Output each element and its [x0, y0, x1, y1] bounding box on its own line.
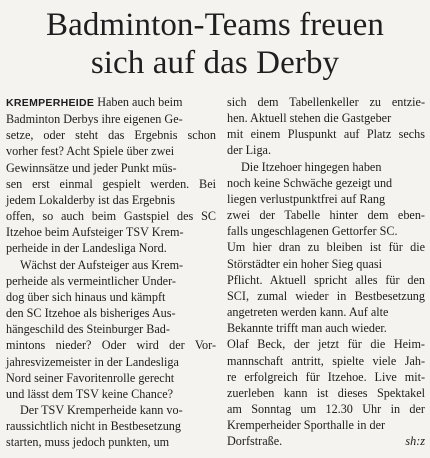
text-line: Bekannte trifft man auch wieder. — [227, 321, 387, 336]
text-line: perheide in der Landesliga Nord. — [6, 241, 167, 256]
text-line: Der TSV Kremperheide kann vo- — [20, 402, 183, 417]
text-line: Störstädter ein hoher Sieg quasi — [227, 256, 383, 271]
text-line: falls ungeschlagenen Gettorfer SC. — [227, 224, 398, 239]
text-line: Kremperheider Sporthalle in der — [227, 418, 386, 433]
text-line: setze, oder steht das Ergebnis schon — [6, 128, 216, 143]
text-line: den SC Itzehoe als bisheriges Aus- — [6, 306, 176, 321]
text-line: liegen verlustpunktfrei auf Rang — [227, 191, 386, 206]
text-line: re erfolgreich für Itzehoe. Live mit- — [227, 369, 426, 384]
text-line: starten, muss jedoch punkten, um — [6, 435, 170, 450]
text-line: hängeschild des Steinburger Bad- — [6, 322, 170, 337]
text-line: angetreten werden kann. Auf alte — [227, 305, 389, 320]
text-line: mannschaft antritt, spielte viele Jah- — [227, 353, 426, 368]
text-line: zuerleben kann ist dieses Spektakel — [227, 385, 426, 400]
text-line: sen erst einmal gespielt werden. Bei — [6, 176, 216, 191]
text-line: zwei der Tabelle hinter dem eben- — [227, 208, 425, 223]
text-line: Badminton Derbys ihre eigenen Ge- — [6, 112, 183, 127]
text-line-last — [227, 433, 425, 449]
headline-line-1: Badminton-Teams freuen — [45, 7, 385, 43]
text-line: am Sonntag um 12.30 Uhr in der — [227, 401, 425, 416]
paragraph-3 — [6, 402, 216, 450]
paragraph-3-continued — [227, 94, 425, 159]
article-column-left — [6, 94, 216, 450]
text-line: und lässt dem TSV keine Chance? — [6, 386, 174, 401]
text-line-content: Dorfstraße. — [227, 434, 283, 449]
text-line: Die Itzehoer hingegen haben — [241, 159, 382, 174]
text-line: perheide als vermeintlicher Under- — [6, 273, 176, 288]
text-line: dog über sich hinaus und kämpft — [6, 289, 166, 304]
text-line: raussichtlich nicht in Bestbesetzung — [6, 419, 181, 434]
text-line: Pflicht. Aktuell spricht alles für den — [227, 272, 425, 287]
text-line: mit einem Pluspunkt auf Platz sechs — [227, 127, 426, 142]
text-line: der Liga. — [227, 143, 271, 158]
headline — [0, 6, 430, 82]
paragraph-4 — [227, 159, 425, 450]
text-line: noch keine Schwäche gezeigt und — [227, 175, 393, 190]
paragraph-2 — [6, 257, 216, 402]
headline-line-2: sich auf das Derby — [90, 45, 340, 81]
text-line: Olaf Beck, der jetzt für die Heim- — [227, 337, 425, 352]
text-line: vorher fest? Acht Spiele über zwei — [6, 144, 175, 159]
dateline-kicker: KREMPERHEIDE — [6, 97, 95, 109]
text-line: sich dem Tabellenkeller zu entzie- — [227, 95, 426, 109]
article-column-right — [227, 94, 425, 449]
text-line: Gewinnsätze und jeder Punkt müs- — [6, 160, 177, 175]
text-line: Wächst der Aufsteiger aus Krem- — [20, 257, 184, 272]
text-line: Nord seiner Favoritenrolle gerecht — [6, 370, 175, 385]
paragraph-1 — [6, 94, 216, 257]
author-signature: sh:z — [405, 434, 425, 449]
text-line: offen, so auch beim Gastspiel des SC — [6, 209, 216, 224]
text-line — [6, 94, 216, 111]
text-line: mintons nieder? Oder wird der Vor- — [6, 338, 217, 353]
text-line: SCI, zumal wieder in Bestbesetzung — [227, 288, 425, 303]
text-line: jahresvizemeister in der Landesliga — [6, 354, 179, 369]
text-line-content: Haben auch beim — [97, 95, 183, 109]
text-line: jedem Lokalderby ist das Ergebnis — [6, 192, 176, 207]
text-line: Um hier dran zu bleiben ist für die — [227, 240, 426, 255]
text-line: Itzehoe beim Aufsteiger TSV Krem- — [6, 225, 184, 240]
text-line: hen. Aktuell stehen die Gastgeber — [227, 111, 392, 126]
